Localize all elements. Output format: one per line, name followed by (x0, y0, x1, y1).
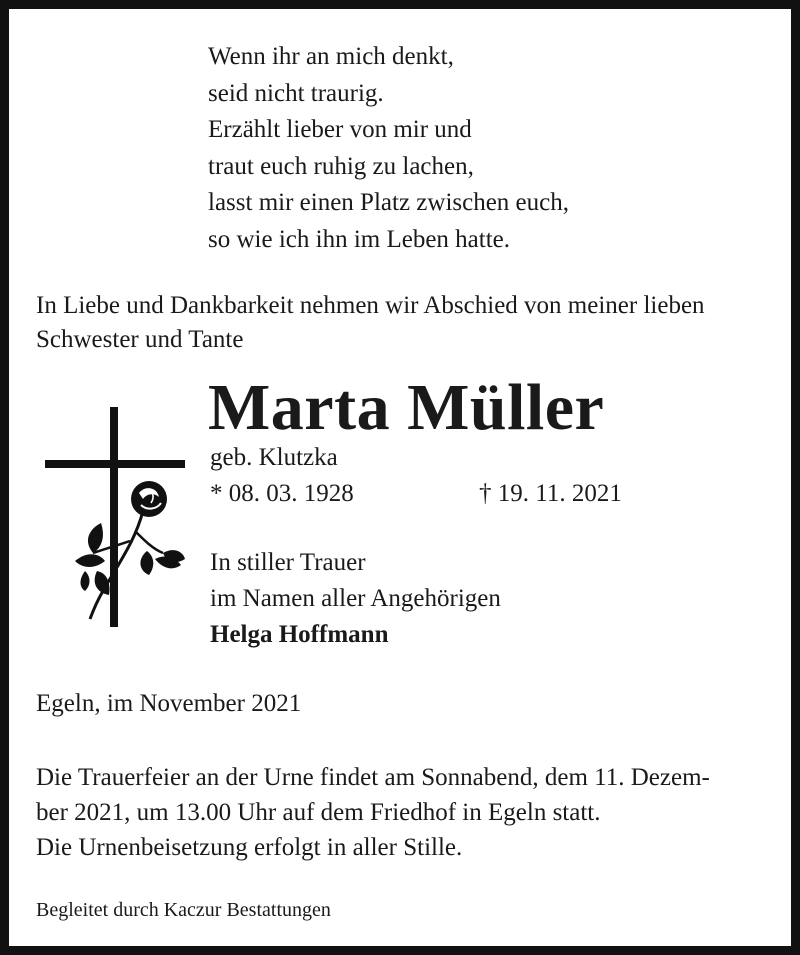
service-line: ber 2021, um 13.00 Uhr auf dem Friedhof in Egeln statt. (36, 799, 601, 826)
poem-line: lasst mir einen Platz zwischen euch, (208, 189, 569, 216)
poem-line: so wie ich ihn im Leben hatte. (208, 225, 511, 253)
cross-with-rose-icon (35, 401, 185, 631)
maiden-name: geb. Klutzka (210, 444, 338, 471)
poem-line: Wenn ihr an mich denkt, (208, 43, 454, 70)
intro-line: In Liebe und Dankbarkeit nehmen wir Abschied von meiner lieben (36, 292, 705, 319)
birth-date: * 08. 03. 1928 (210, 480, 354, 507)
undertaker-credit: Begleitet durch Kaczur Bestattungen (36, 899, 331, 921)
farewell-intro (36, 289, 786, 357)
mourning-line: In stiller Trauer (210, 549, 366, 576)
place-and-date: Egeln, im November 2021 (36, 690, 302, 717)
deceased-name: Marta Müller (208, 371, 605, 444)
death-date: † 19. 11. 2021 (479, 480, 622, 507)
service-line: Die Urnenbeisetzung erfolgt in aller Stille. (36, 834, 463, 861)
relatives-line: im Namen aller Angehörigen (210, 585, 501, 612)
service-line: Die Trauerfeier an der Urne findet am Sonnabend, dem 11. Dezem- (36, 764, 710, 791)
signer-name: Helga Hoffmann (210, 621, 389, 648)
poem-line: traut euch ruhig zu lachen, (208, 152, 474, 180)
poem-line: Erzählt lieber von mir und (208, 116, 472, 143)
poem (208, 39, 569, 258)
poem-line: seid nicht traurig. (208, 79, 384, 107)
intro-line: Schwester und Tante (36, 326, 244, 353)
funeral-service-info (36, 760, 796, 865)
mourners-block (210, 545, 501, 653)
